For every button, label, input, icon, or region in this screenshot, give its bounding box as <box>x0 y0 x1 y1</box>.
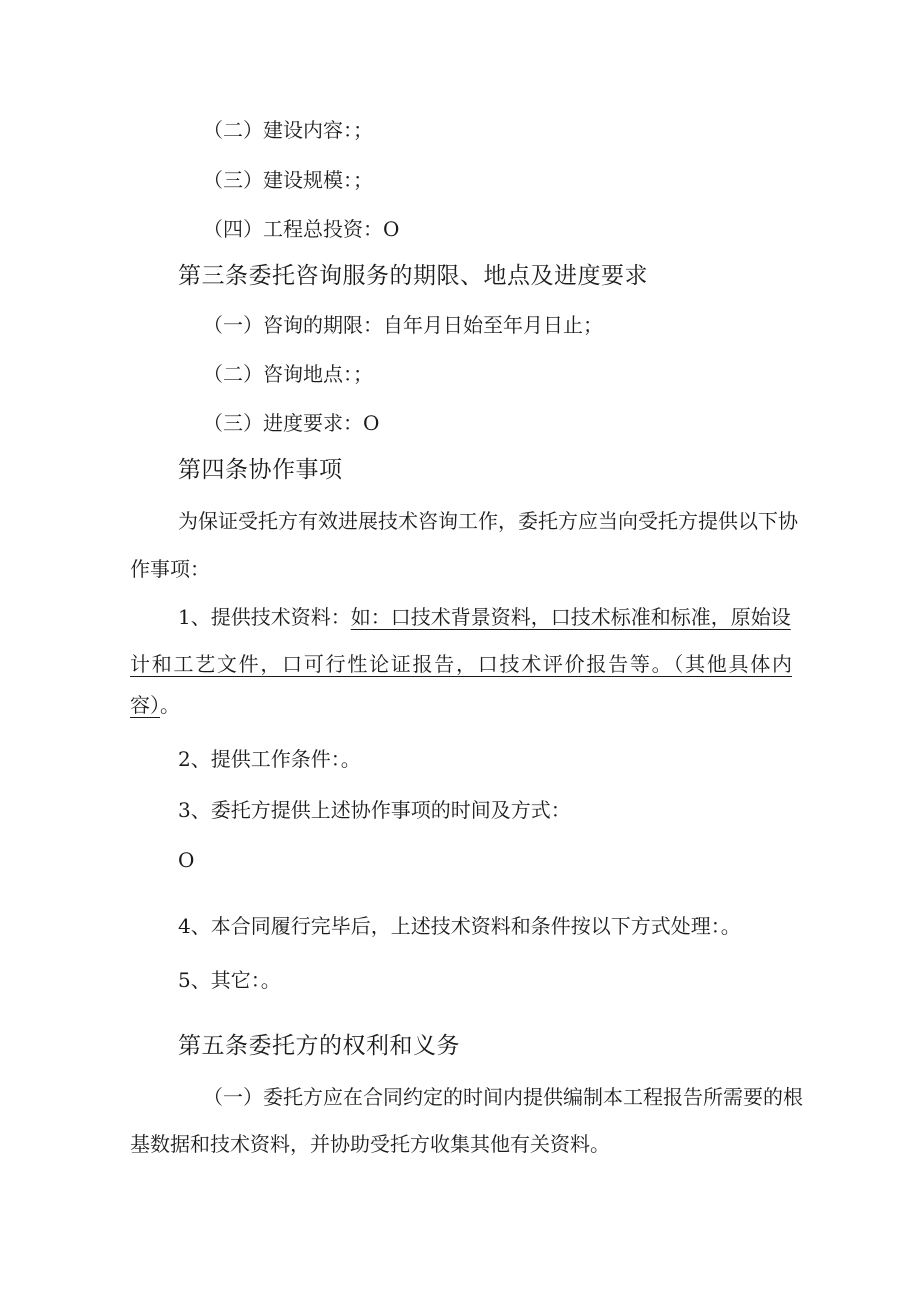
item-4-line: 4、本合同履行完毕后，上述技术资料和条件按以下方式处理：。 <box>178 914 741 938</box>
construction-scale-line: （三）建设规模：； <box>203 168 373 192</box>
article-4-intro-line-1: 为保证受托方有效进展技术咨询工作，委托方应当向受托方提供以下协 <box>178 509 798 533</box>
article-5-clause-1-line-2: 基数据和技术资料，并协助受托方收集其他有关资料。 <box>130 1132 610 1156</box>
item-1-line-3 <box>130 691 180 719</box>
item-2-line: 2、提供工作条件：。 <box>178 747 361 771</box>
article-3-heading: 第三条委托咨询服务的期限、地点及进度要求 <box>178 263 648 289</box>
consulting-location-line: （二）咨询地点：； <box>203 362 373 386</box>
item-1-line-1 <box>178 603 792 631</box>
item-1-line-2: 计和工艺文件，口可行性论证报告，口技术评价报告等。（其他具体内 <box>130 652 792 676</box>
total-investment-line: （四）工程总投资：O <box>203 217 400 241</box>
consulting-period-line: （一）咨询的期限：自年月日始至年月日止； <box>203 313 603 337</box>
article-4-intro-line-2: 作事项： <box>130 557 210 581</box>
item-1-suffix: 。 <box>160 693 180 717</box>
item-3-value: O <box>178 848 195 872</box>
article-5-clause-1-line-1: （一）委托方应在合同约定的时间内提供编制本工程报告所需要的根 <box>203 1085 803 1109</box>
item-1-prefix: 1、提供技术资料： <box>178 605 351 629</box>
item-1-underlined-end: 容） <box>130 693 160 717</box>
article-4-heading: 第四条协作事项 <box>178 457 343 483</box>
article-5-heading: 第五条委托方的权利和义务 <box>178 1033 460 1059</box>
item-5-line: 5、其它：。 <box>178 968 281 992</box>
construction-content-line: （二）建设内容：； <box>203 118 373 142</box>
item-1-underlined-text: 如：口技术背景资料，口技术标准和标准，原始设 <box>350 605 791 629</box>
item-3-line: 3、委托方提供上述协作事项的时间及方式： <box>178 798 571 822</box>
progress-requirement-line: （三）进度要求：O <box>203 411 380 435</box>
